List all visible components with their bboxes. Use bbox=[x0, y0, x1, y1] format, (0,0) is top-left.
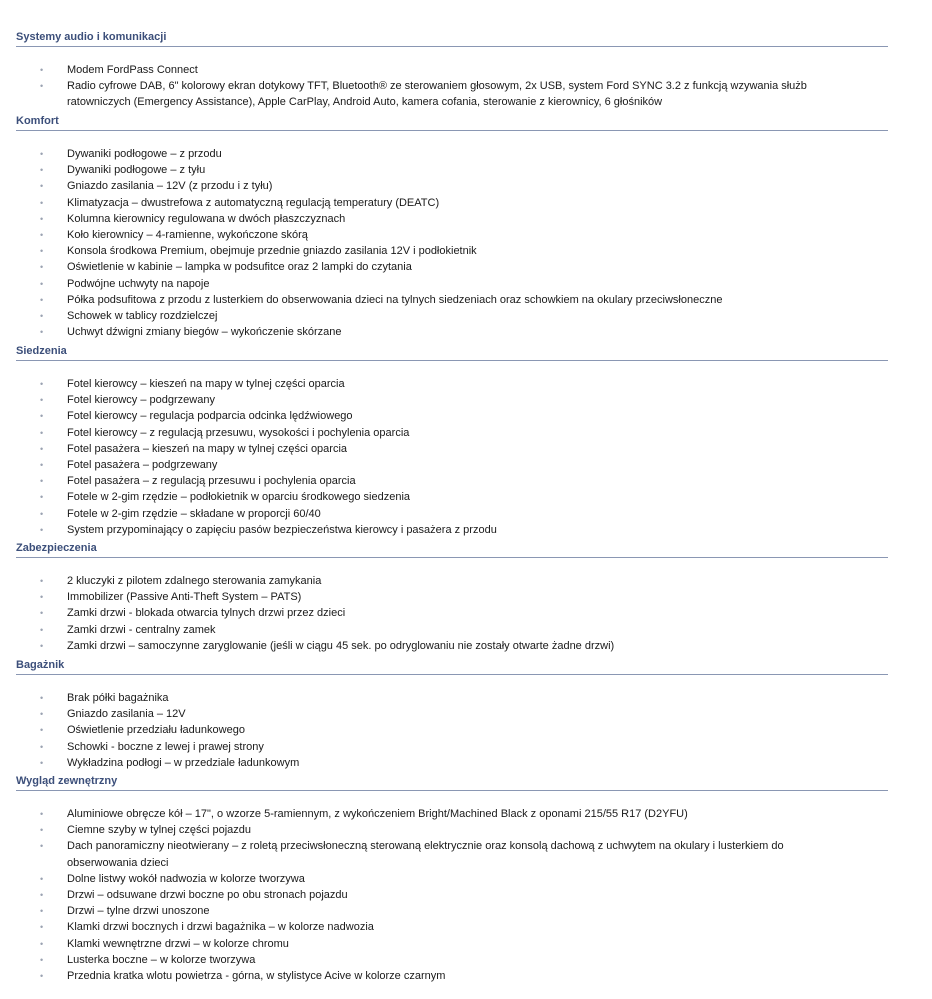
list-item: • Schowki - boczne z lewej i prawej strony bbox=[16, 739, 847, 755]
list-item: • Konsola środkowa Premium, obejmuje przednie gniazdo zasilania 12V i podłokietnik bbox=[16, 243, 847, 259]
bullet-icon: • bbox=[40, 640, 44, 651]
list-item: • Fotel kierowcy – z regulacją przesuwu, wysokości i pochylenia oparcia bbox=[16, 425, 847, 441]
list-item: • Dolne listwy wokół nadwozia w kolorze tworzywa bbox=[16, 871, 847, 887]
list-item: • Półka podsufitowa z przodu z lusterkiem do obserwowania dzieci na tylnych siedzeniach oraz schowkiem na okulary przeciwsłoneczne bbox=[16, 292, 847, 308]
bullet-icon: • bbox=[40, 181, 44, 192]
bullet-icon: • bbox=[40, 395, 44, 406]
bullet-icon: • bbox=[40, 379, 44, 389]
feature-list bbox=[16, 376, 888, 538]
list-item: • Schowek w tablicy rozdzielczej bbox=[16, 308, 847, 324]
section-seats bbox=[16, 342, 888, 538]
bullet-icon: • bbox=[40, 476, 44, 487]
bullet-icon: • bbox=[40, 741, 44, 752]
bullet-icon: • bbox=[40, 524, 44, 535]
feature-list bbox=[16, 62, 888, 111]
list-item: • Zamki drzwi - centralny zamek bbox=[16, 622, 847, 638]
bullet-icon: • bbox=[40, 608, 44, 619]
list-item: • Brak półki bagażnika bbox=[16, 690, 847, 706]
bullet-icon: • bbox=[40, 262, 44, 273]
list-item: • Modem FordPass Connect bbox=[16, 62, 847, 78]
list-item: • System przypominający o zapięciu pasów bezpieczeństwa kierowcy i pasażera z przodu bbox=[16, 522, 847, 538]
bullet-icon: • bbox=[40, 576, 44, 586]
bullet-icon: • bbox=[40, 938, 44, 949]
bullet-icon: • bbox=[40, 906, 44, 917]
list-item: • Fotel kierowcy – podgrzewany bbox=[16, 392, 847, 408]
bullet-icon: • bbox=[40, 954, 44, 965]
section-exterior bbox=[16, 772, 888, 984]
section-title: Komfort bbox=[16, 115, 59, 127]
bullet-icon: • bbox=[40, 693, 44, 703]
list-item: • Gniazdo zasilania – 12V bbox=[16, 706, 847, 722]
bullet-icon: • bbox=[40, 327, 44, 338]
list-item: • Dach panoramiczny nieotwierany – z roletą przeciwsłoneczną sterowaną elektrycznie oraz konsolą dachową z uchwytem na okulary i lusterkiem do obserwowania dzieci bbox=[40, 840, 784, 869]
list-item: • Fotele w 2-gim rzędzie – podłokietnik w oparciu środkowego siedzenia bbox=[16, 489, 847, 505]
bullet-icon: • bbox=[40, 165, 44, 176]
list-item: • Klamki wewnętrzne drzwi – w kolorze chromu bbox=[16, 936, 847, 952]
bullet-icon: • bbox=[40, 311, 44, 322]
section-divider bbox=[16, 790, 888, 791]
bullet-icon: • bbox=[40, 624, 44, 635]
list-item: • Fotele w 2-gim rzędzie – składane w proporcji 60/40 bbox=[16, 506, 847, 522]
list-item: • Gniazdo zasilania – 12V (z przodu i z tyłu) bbox=[16, 178, 847, 194]
section-comfort bbox=[16, 112, 888, 340]
bullet-icon: • bbox=[40, 757, 44, 768]
section-security bbox=[16, 539, 888, 654]
list-item: • Fotel pasażera – kieszeń na mapy w tylnej części oparcia bbox=[16, 441, 847, 457]
bullet-icon: • bbox=[40, 873, 44, 884]
list-item: • Uchwyt dźwigni zmiany biegów – wykończenie skórzane bbox=[16, 324, 847, 340]
section-audio-communication bbox=[16, 28, 888, 111]
bullet-icon: • bbox=[40, 725, 44, 736]
bullet-icon: • bbox=[40, 230, 44, 241]
list-item: • Drzwi – odsuwane drzwi boczne po obu stronach pojazdu bbox=[16, 887, 847, 903]
list-item: • Aluminiowe obręcze kół – 17", o wzorze 5-ramiennym, z wykończeniem Bright/Machined Black z oponami 215/55 R17 (D2YFU) bbox=[16, 806, 847, 822]
list-item: • Kolumna kierownicy regulowana w dwóch płaszczyznach bbox=[16, 211, 847, 227]
bullet-icon: • bbox=[40, 278, 44, 289]
section-divider bbox=[16, 557, 888, 558]
list-item: • Fotel kierowcy – kieszeń na mapy w tylnej części oparcia bbox=[16, 376, 847, 392]
list-item: • Koło kierownicy – 4-ramienne, wykończone skórą bbox=[16, 227, 847, 243]
section-divider bbox=[16, 46, 888, 47]
bullet-icon: • bbox=[40, 825, 44, 836]
bullet-icon: • bbox=[40, 592, 44, 603]
list-item: • Podwójne uchwyty na napoje bbox=[16, 276, 847, 292]
list-item: • Fotel kierowcy – regulacja podparcia odcinka lędźwiowego bbox=[16, 408, 847, 424]
bullet-icon: • bbox=[40, 294, 44, 305]
section-title: Systemy audio i komunikacji bbox=[16, 31, 167, 43]
list-item: • Oświetlenie w kabinie – lampka w podsufitce oraz 2 lampki do czytania bbox=[16, 259, 847, 275]
feature-list bbox=[16, 573, 888, 654]
bullet-icon: • bbox=[40, 971, 44, 982]
bullet-icon: • bbox=[40, 213, 44, 224]
list-item: • Fotel pasażera – podgrzewany bbox=[16, 457, 847, 473]
list-item: • Klamki drzwi bocznych i drzwi bagażnika – w kolorze nadwozia bbox=[16, 919, 847, 935]
bullet-icon: • bbox=[40, 492, 44, 503]
bullet-icon: • bbox=[40, 841, 44, 852]
list-item: • Przednia kratka wlotu powietrza - górna, w stylistyce Acive w kolorze czarnym bbox=[16, 968, 847, 984]
list-item: • Fotel pasażera – z regulacją przesuwu i pochylenia oparcia bbox=[16, 473, 847, 489]
feature-list bbox=[16, 690, 888, 771]
section-divider bbox=[16, 130, 888, 131]
section-title: Siedzenia bbox=[16, 345, 67, 357]
list-item: • Immobilizer (Passive Anti-Theft System – PATS) bbox=[16, 589, 847, 605]
section-title: Zabezpieczenia bbox=[16, 542, 97, 554]
bullet-icon: • bbox=[40, 890, 44, 901]
list-item: • Klimatyzacja – dwustrefowa z automatyczną regulacją temperatury (DEATC) bbox=[16, 195, 847, 211]
list-item: • Dywaniki podłogowe – z tyłu bbox=[16, 162, 847, 178]
section-divider bbox=[16, 360, 888, 361]
bullet-icon: • bbox=[40, 81, 44, 92]
list-item: • Zamki drzwi - blokada otwarcia tylnych drzwi przez dzieci bbox=[16, 605, 847, 621]
bullet-icon: • bbox=[40, 709, 44, 720]
section-divider bbox=[16, 674, 888, 675]
bullet-icon: • bbox=[40, 197, 44, 208]
bullet-icon: • bbox=[40, 246, 44, 257]
bullet-icon: • bbox=[40, 411, 44, 422]
feature-list bbox=[16, 806, 888, 984]
section-title: Bagażnik bbox=[16, 659, 65, 671]
bullet-icon: • bbox=[40, 65, 44, 75]
list-item: • Dywaniki podłogowe – z przodu bbox=[16, 146, 847, 162]
list-item: • Lusterka boczne – w kolorze tworzywa bbox=[16, 952, 847, 968]
list-item: • Radio cyfrowe DAB, 6" kolorowy ekran dotykowy TFT, Bluetooth® ze sterowaniem głosowym, 2x USB, system Ford SYNC 3.2 z funkcją wzywania służb ratowniczych (Emergency Assistance), Apple CarPlay, Android Auto, kamera cofania, sterowanie z kierownicy, 6 głośników bbox=[40, 80, 807, 109]
bullet-icon: • bbox=[40, 460, 44, 471]
bullet-icon: • bbox=[40, 149, 44, 159]
bullet-icon: • bbox=[40, 809, 44, 819]
list-item: • 2 kluczyki z pilotem zdalnego sterowania zamykania bbox=[16, 573, 847, 589]
bullet-icon: • bbox=[40, 508, 44, 519]
bullet-icon: • bbox=[40, 427, 44, 438]
section-trunk bbox=[16, 656, 888, 771]
section-title: Wygląd zewnętrzny bbox=[16, 775, 118, 787]
feature-list bbox=[16, 146, 888, 340]
list-item: • Ciemne szyby w tylnej części pojazdu bbox=[16, 822, 847, 838]
list-item: • Wykładzina podłogi – w przedziale ładunkowym bbox=[16, 755, 847, 771]
list-item: • Zamki drzwi – samoczynne zaryglowanie (jeśli w ciągu 45 sek. po odryglowaniu nie zostały otwarte żadne drzwi) bbox=[16, 638, 847, 654]
bullet-icon: • bbox=[40, 443, 44, 454]
list-item: • Oświetlenie przedziału ładunkowego bbox=[16, 722, 847, 738]
list-item: • Drzwi – tylne drzwi unoszone bbox=[16, 903, 847, 919]
bullet-icon: • bbox=[40, 922, 44, 933]
